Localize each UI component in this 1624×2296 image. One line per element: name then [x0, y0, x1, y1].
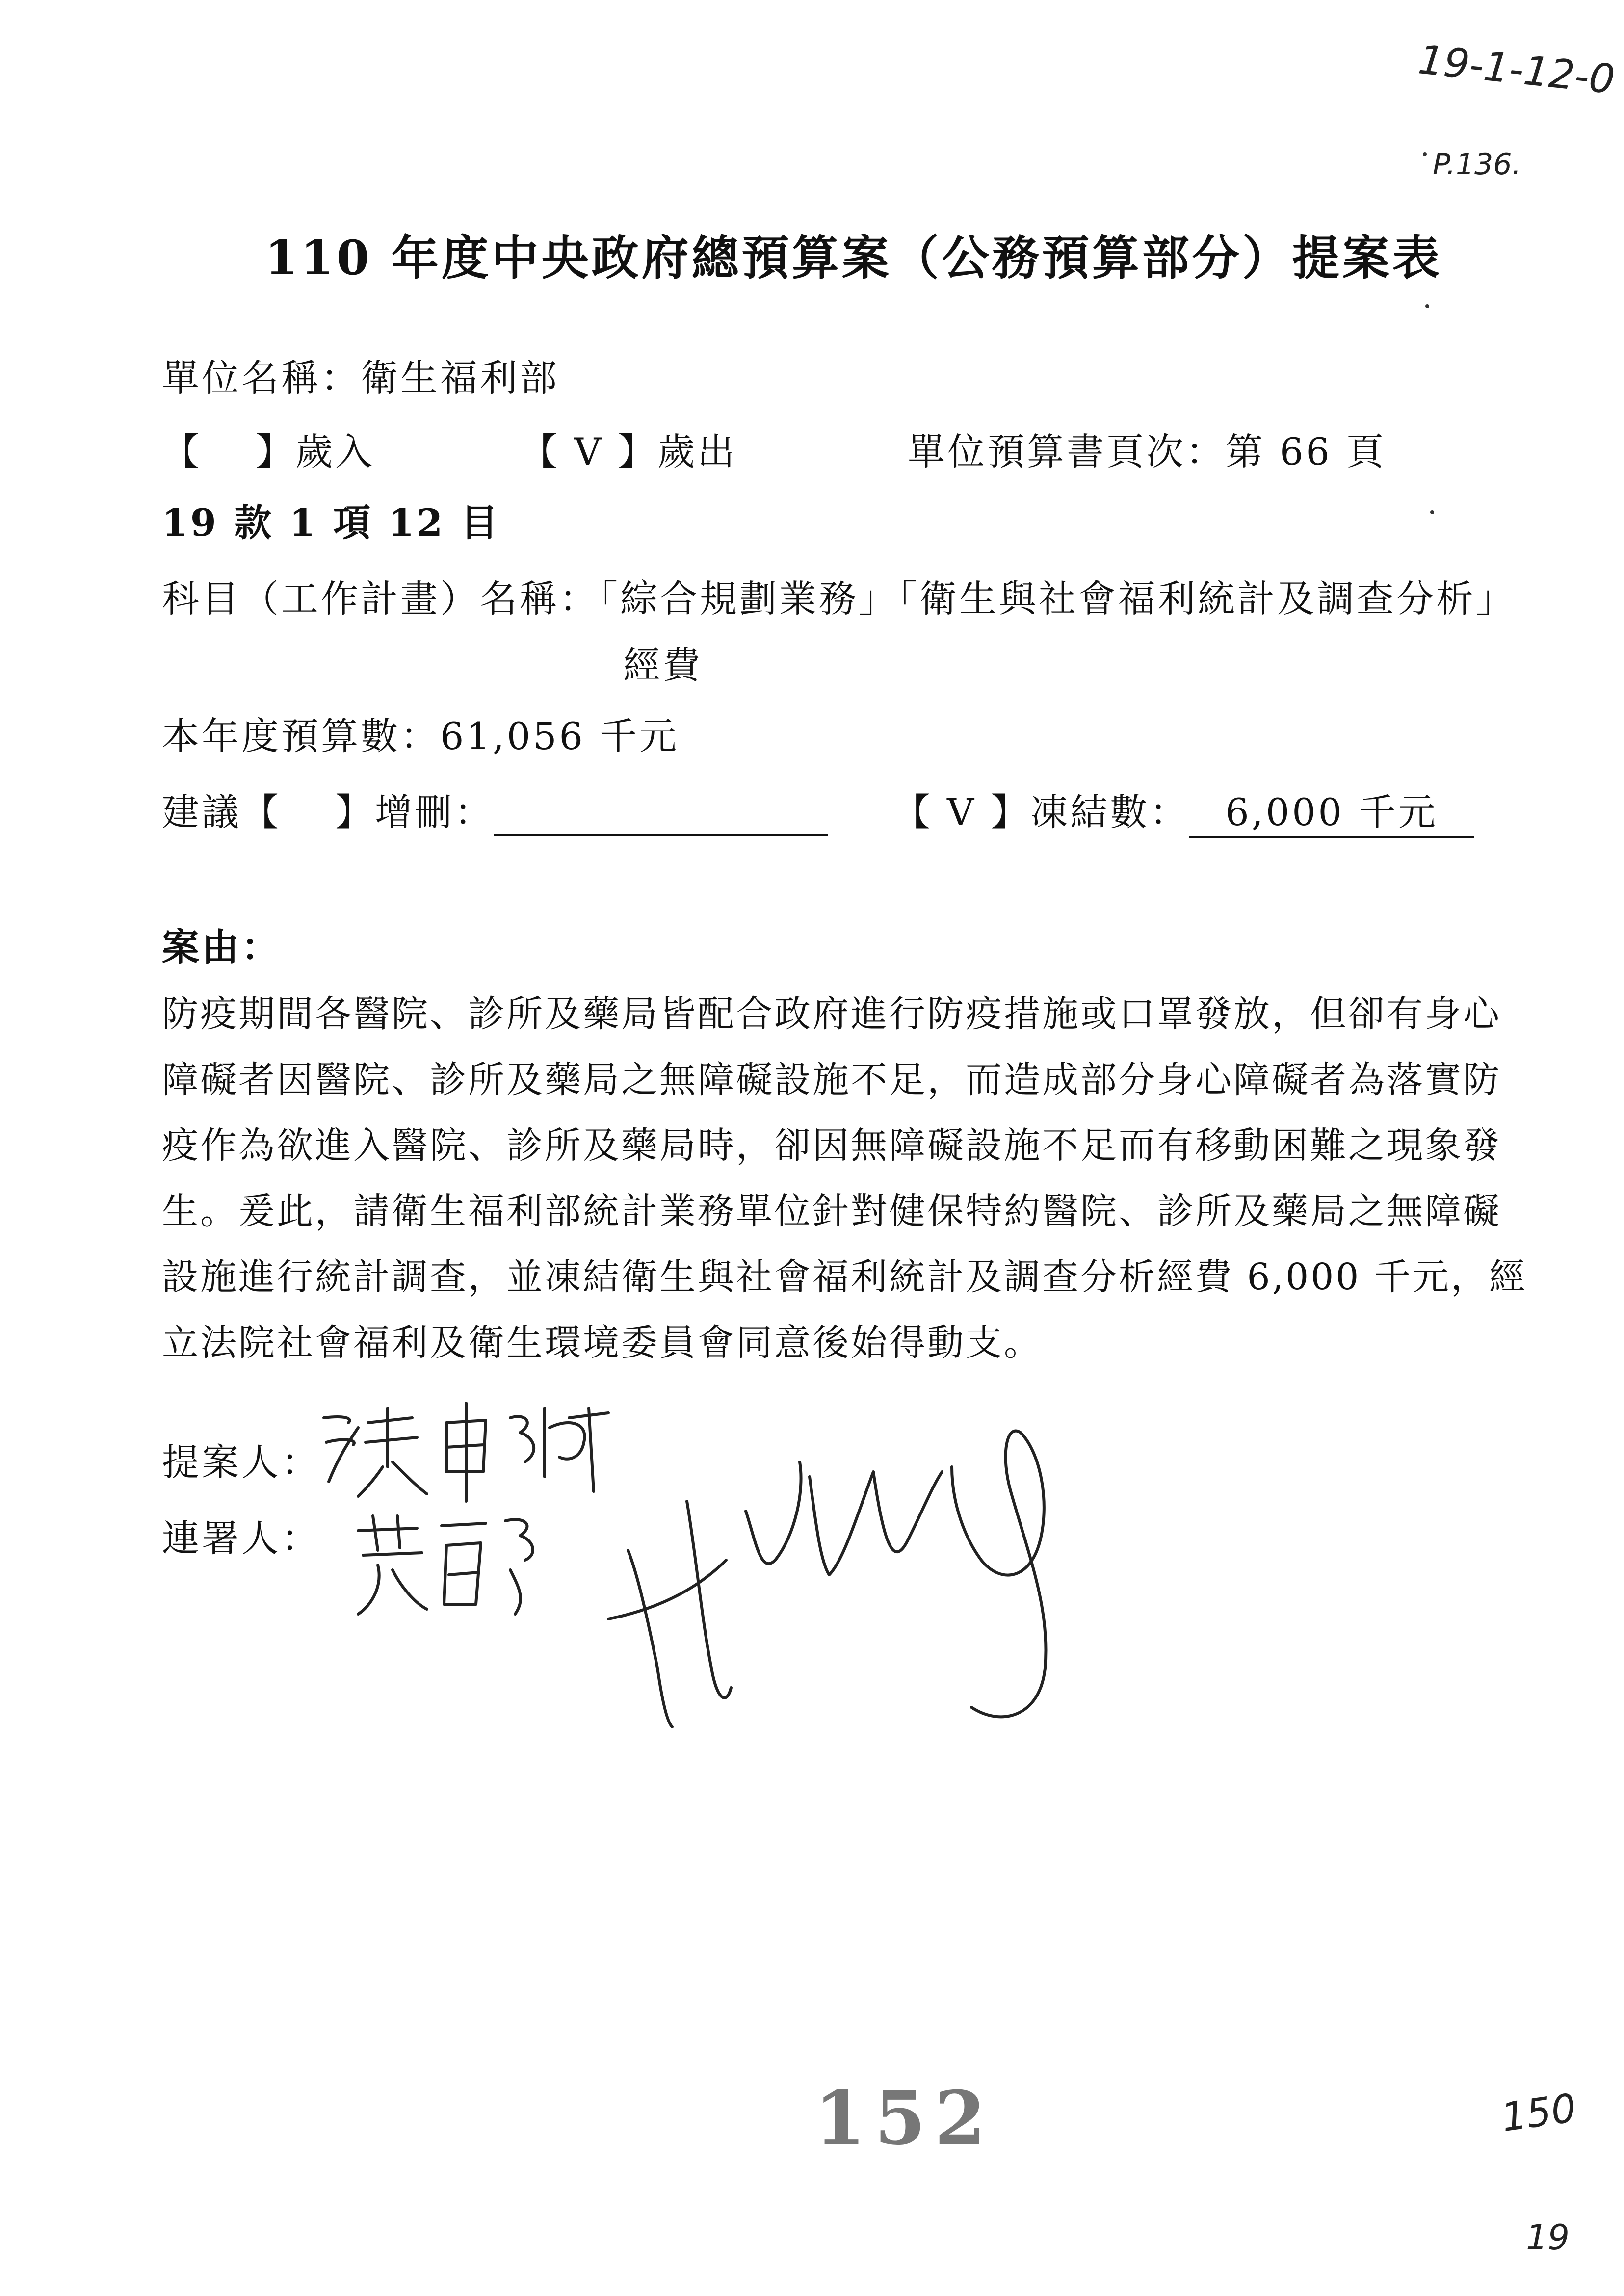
- reason-body: [162, 981, 1527, 1376]
- item-code: 19 款 1 項 12 目: [162, 501, 500, 545]
- freeze-label: 【 V 】凍結數：: [893, 790, 1190, 834]
- stray-mark: [1425, 304, 1429, 308]
- page-number: 152: [814, 2075, 995, 2162]
- document-title: 110 年度中央政府總預算案（公務預算部分）提案表: [265, 230, 1442, 286]
- reason-line: 立法院社會福利及衛生環境委員會同意後始得動支。: [162, 1322, 1042, 1364]
- stray-mark: [1430, 510, 1434, 514]
- revenue-checkbox: 【 】歲入: [162, 430, 375, 473]
- cosigner-label: 連署人：: [162, 1516, 321, 1560]
- adjust-label: 建議【 】增刪：: [162, 790, 495, 834]
- proposal-adjust: [162, 783, 828, 836]
- cosigner-signature-1: [343, 1506, 550, 1624]
- margin-note-bottom-2: 19: [1526, 2218, 1570, 2258]
- subject-line-1: 科目（工作計畫）名稱：「綜合規劃業務」「衛生與社會福利統計及調查分析」: [162, 577, 1516, 621]
- expenditure-checkbox: 【 V 】歲出: [520, 430, 737, 473]
- budget-page-ref: 單位預算書頁次：第 66 頁: [908, 430, 1387, 473]
- reason-heading: 案由：: [162, 925, 281, 969]
- proposer-signature: [314, 1388, 618, 1506]
- cosigner-signature-2: [599, 1413, 1236, 1766]
- freeze-value: 6,000 千元: [1189, 783, 1474, 838]
- reason-line: 生。爰此，請衛生福利部統計業務單位針對健保特約醫院、診所及藥局之無障礙: [162, 1190, 1501, 1232]
- reason-line: 疫作為欲進入醫院、診所及藥局時，卻因無障礙設施不足而有移動困難之現象發: [162, 1124, 1501, 1167]
- reason-line: 障礙者因醫院、診所及藥局之無障礙設施不足，而造成部分身心障礙者為落實防: [162, 1059, 1501, 1101]
- reason-line: 防疫期間各醫院、診所及藥局皆配合政府進行防疫措施或口罩發放，但卻有身心: [162, 993, 1501, 1035]
- proposer-label: 提案人：: [162, 1440, 321, 1484]
- reason-line: 設施進行統計調查，並凍結衛生與社會福利統計及調查分析經費 6,000 千元，經: [162, 1256, 1527, 1298]
- unit-name: 單位名稱：衛生福利部: [162, 356, 559, 400]
- adjust-blank: [494, 799, 828, 836]
- freeze-amount: [893, 783, 1474, 838]
- annual-budget: 本年度預算數：61,056 千元: [162, 714, 680, 758]
- subject-line-2: 經費: [623, 643, 703, 687]
- margin-note-bottom-1: 150: [1498, 2085, 1579, 2141]
- margin-code: 19-1-12-0: [1416, 36, 1617, 104]
- margin-page-ref: P.136.: [1433, 147, 1521, 182]
- stray-mark: [1423, 152, 1427, 156]
